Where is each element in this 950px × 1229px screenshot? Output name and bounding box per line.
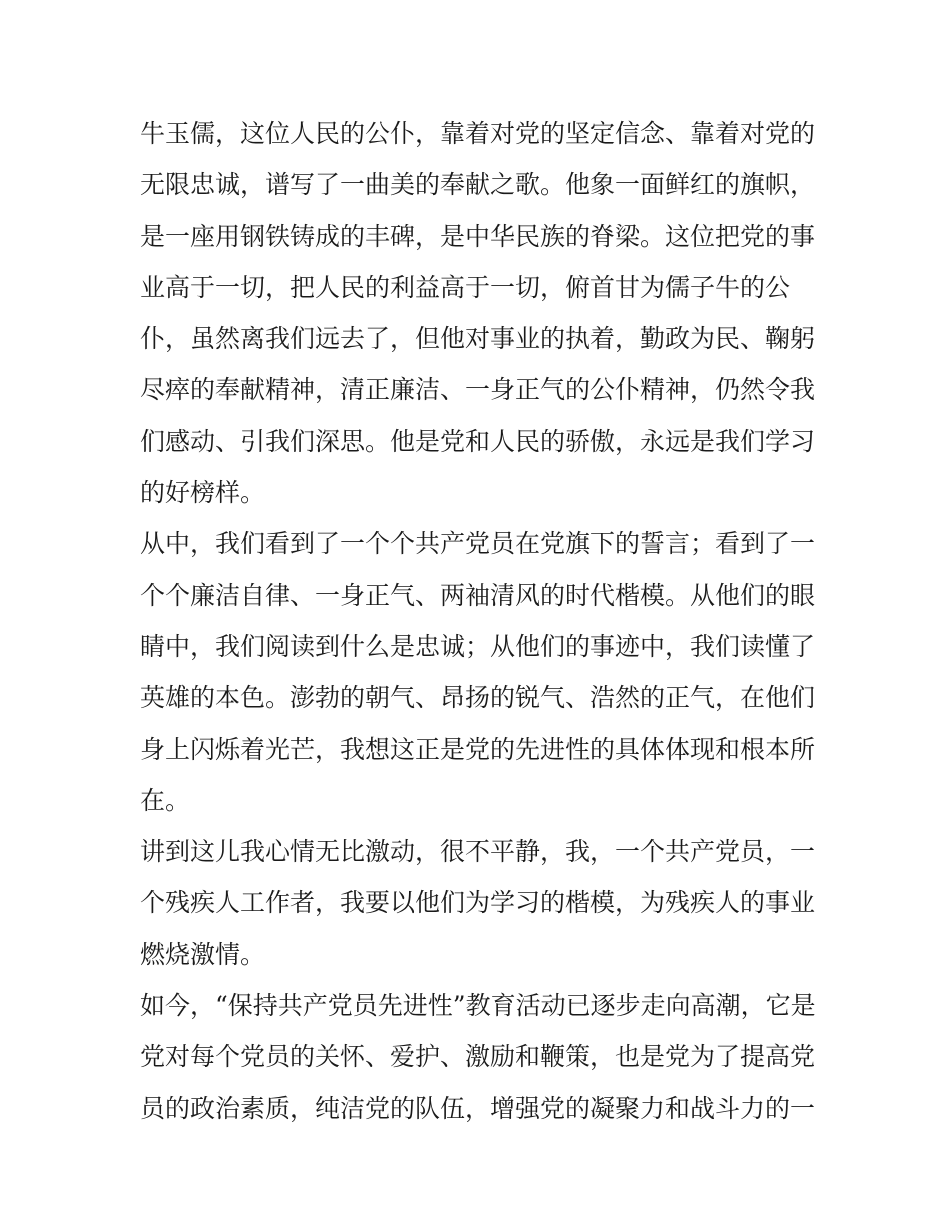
text-line: 个残疾人工作者，我要以他们为学习的楷模，为残疾人的事业 — [140, 888, 816, 918]
text-line: 们感动、引我们深思。他是党和人民的骄傲，永远是我们学习 — [140, 426, 816, 456]
text-line: 个个廉洁自律、一身正气、两袖清风的时代楷模。从他们的眼 — [140, 580, 816, 610]
text-line: 在。 — [140, 785, 191, 815]
text-line: 如今，“保持共产党员先进性”教育活动已逐步走向高潮，它是 — [140, 991, 816, 1021]
document-body — [140, 108, 820, 1134]
text-line: 讲到这儿我心情无比激动，很不平静，我，一个共产党员，一 — [140, 837, 816, 867]
text-line: 牛玉儒，这位人民的公仆，靠着对党的坚定信念、靠着对党的 — [140, 119, 816, 148]
text-line: 是一座用钢铁铸成的丰碑，是中华民族的脊梁。这位把党的事 — [140, 221, 816, 251]
text-line: 从中，我们看到了一个个共产党员在党旗下的誓言；看到了一 — [140, 529, 816, 559]
text-line: 员的政治素质，纯洁党的队伍，增强党的凝聚力和战斗力的一 — [140, 1093, 816, 1123]
text-line: 英雄的本色。澎勃的朝气、昂扬的锐气、浩然的正气，在他们 — [140, 683, 816, 713]
text-line: 睛中，我们阅读到什么是忠诚；从他们的事迹中，我们读懂了 — [140, 631, 816, 661]
text-line: 身上闪烁着光芒，我想这正是党的先进性的具体体现和根本所 — [140, 734, 816, 764]
text-line: 业高于一切，把人民的利益高于一切，俯首甘为儒子牛的公 — [140, 272, 791, 302]
text-line: 燃烧激情。 — [140, 939, 266, 969]
text-line: 的好榜样。 — [140, 478, 266, 508]
text-line: 党对每个党员的关怀、爱护、激励和鞭策，也是党为了提高党 — [140, 1042, 816, 1072]
text-line: 尽瘁的奉献精神，清正廉洁、一身正气的公仆精神，仍然令我 — [140, 375, 816, 405]
text-line: 仆，虽然离我们远去了，但他对事业的执着，勤政为民、鞠躬 — [140, 324, 816, 354]
text-line: 无限忠诚，谱写了一曲美的奉献之歌。他象一面鲜红的旗帜， — [140, 170, 816, 200]
